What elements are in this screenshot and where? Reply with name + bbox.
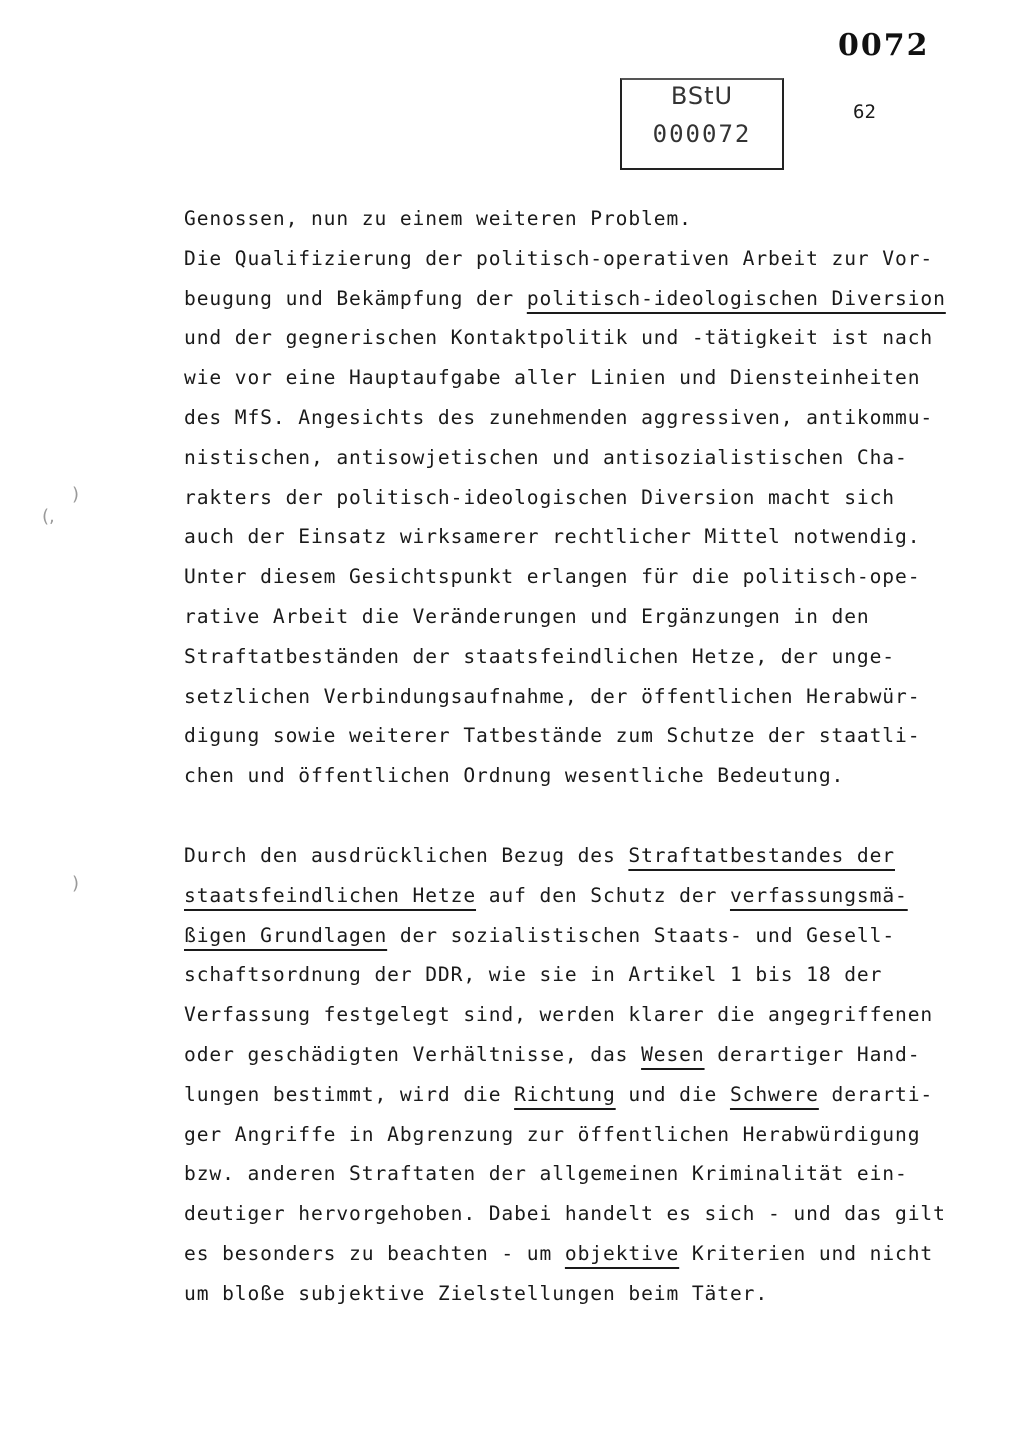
text-run: digung sowie weiterer Tatbestände zum Schutze der staatli- [184, 724, 921, 748]
text-line [184, 1274, 944, 1314]
text-run: und die [615, 1082, 730, 1106]
text-line [184, 239, 944, 279]
underlined-text: staatsfeindlichen Hetze [184, 883, 477, 907]
text-run: beugung und Bekämpfung der [184, 286, 527, 310]
stamp-label: BStU [670, 82, 734, 110]
text-line [184, 716, 944, 756]
text-line [184, 916, 944, 956]
text-line [184, 1234, 944, 1274]
text-line [184, 955, 944, 995]
text-run: des MfS. Angesichts des zunehmenden aggressiven, antikommu- [184, 405, 934, 429]
text-line [184, 677, 944, 717]
text-run: bzw. anderen Straftaten der allgemeinen Kriminalität ein- [184, 1162, 908, 1186]
paragraph-1 [184, 199, 944, 796]
text-run: auch der Einsatz wirksamerer rechtlicher Mittel notwendig. [184, 525, 921, 549]
text-line [184, 637, 944, 677]
text-run: oder geschädigten Verhältnisse, das [184, 1042, 642, 1066]
text-line [184, 1115, 944, 1155]
underlined-text: Richtung [514, 1082, 616, 1106]
stamp-number: 000072 [652, 120, 752, 148]
text-line [184, 597, 944, 637]
text-line [184, 438, 944, 478]
underlined-text: objektive [564, 1241, 680, 1265]
text-line [184, 1154, 944, 1194]
underlined-text: Schwere [729, 1082, 819, 1106]
text-line [184, 836, 944, 876]
margin-mark: (, [42, 506, 55, 527]
text-run: es besonders zu beachten - um [184, 1241, 565, 1265]
text-line [184, 398, 944, 438]
text-run: Durch den ausdrücklichen Bezug des [184, 844, 629, 867]
text-line [184, 756, 944, 796]
text-run: der sozialistischen Staats- und Gesell- [387, 923, 896, 947]
text-line [184, 199, 944, 239]
underlined-text: verfassungsmä- [729, 883, 908, 907]
text-line [184, 358, 944, 398]
underlined-text: Wesen [641, 1042, 705, 1066]
text-run: auf den Schutz der [476, 883, 730, 907]
text-line [184, 1075, 944, 1115]
text-line [184, 517, 944, 557]
text-run: deutiger hervorgehoben. Dabei handelt es sich - und das gilt [184, 1202, 946, 1226]
text-run: derartiger Hand- [704, 1042, 921, 1066]
text-line [184, 1194, 944, 1234]
underlined-text: politisch-ideologischen Diversion [526, 286, 946, 310]
text-run: Die Qualifizierung der politisch-operativen Arbeit zur Vor- [184, 246, 934, 270]
text-run: schaftsordnung der DDR, wie sie in Artikel 1 bis 18 der [184, 963, 883, 987]
text-line [184, 995, 944, 1035]
text-run: lungen bestimmt, wird die [184, 1082, 515, 1106]
text-run: derarti- [818, 1082, 934, 1106]
text-run: Genossen, nun zu einem weiteren Problem. [184, 207, 692, 230]
archive-stamp [620, 78, 784, 170]
text-line [184, 1035, 944, 1075]
margin-mark: ) [72, 484, 80, 505]
text-line [184, 279, 944, 319]
text-run: ger Angriffe in Abgrenzung zur öffentlichen Herabwürdigung [184, 1122, 921, 1146]
text-run: Verfassung festgelegt sind, werden klarer die angegriffenen [184, 1003, 934, 1027]
underlined-text: Straftatbestandes der [628, 844, 895, 867]
text-run: Straftatbeständen der staatsfeindlichen Hetze, der unge- [184, 644, 895, 668]
text-run: Unter diesem Gesichtspunkt erlangen für die politisch-ope- [184, 565, 921, 589]
text-run: Kriterien und nicht [679, 1241, 934, 1265]
underlined-text: ßigen Grundlagen [184, 923, 388, 947]
text-run: und der gegnerischen Kontaktpolitik und -tätigkeit ist nach [184, 326, 934, 350]
text-run: chen und öffentlichen Ordnung wesentliche Bedeutung. [184, 764, 845, 788]
text-line [184, 478, 944, 518]
text-run: um bloße subjektive Zielstellungen beim Täter. [184, 1281, 769, 1305]
text-run: rative Arbeit die Veränderungen und Ergänzungen in den [184, 604, 870, 628]
text-run: setzlichen Verbindungsaufnahme, der öffentlichen Herabwür- [184, 684, 921, 708]
archive-number: 0072 [838, 28, 930, 63]
paragraph-2 [184, 836, 944, 1314]
text-run: rakters der politisch-ideologischen Diversion macht sich [184, 485, 895, 509]
text-line [184, 318, 944, 358]
text-run: nistischen, antisowjetischen und antisozialistischen Cha- [184, 445, 908, 469]
text-line [184, 557, 944, 597]
page-number: 62 [853, 101, 876, 123]
margin-mark: ) [72, 873, 80, 894]
text-run: wie vor eine Hauptaufgabe aller Linien und Diensteinheiten [184, 366, 921, 390]
text-line [184, 876, 944, 916]
